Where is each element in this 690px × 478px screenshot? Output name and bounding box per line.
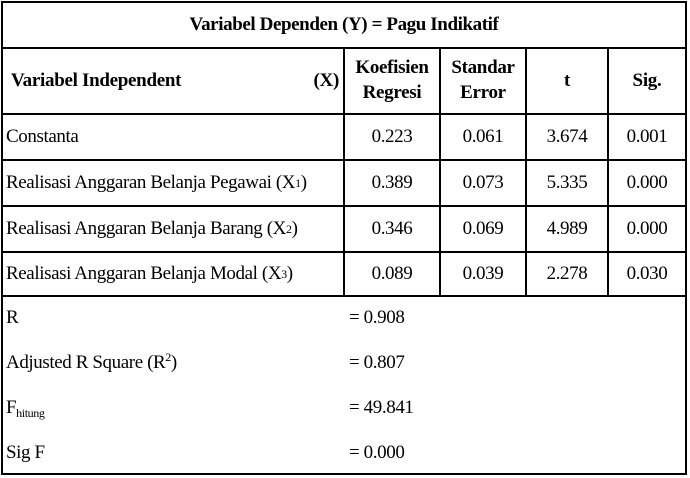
row-se: 0.039 [462,263,504,284]
column-divider [343,47,345,295]
stat-adj-close: ) [170,352,177,373]
header-t-label: t [563,69,571,91]
stat-f-value: = 49.841 [349,397,414,418]
row-label-text: Realisasi Anggaran Belanja Pegawai (X [6,172,296,193]
stat-adj-value: = 0.807 [349,352,405,373]
row-label-text: Constanta [6,126,79,147]
header-koefisien-line2: Regresi [362,82,422,103]
header-standar-line1: Standar [451,57,515,79]
header-x-label: (X) [313,69,339,91]
header-koefisien-line1: Koefisien [355,57,429,79]
column-divider [525,47,527,295]
row-label-close: ) [291,218,298,239]
row-label-close: ) [300,172,307,193]
row-label: Realisasi Anggaran Belanja Barang (X 2 ) [6,218,298,239]
stat-r-value: = 0.908 [349,307,405,328]
row-se: 0.061 [462,126,504,147]
header-koefisien [345,49,439,113]
row-sig: 0.000 [626,172,668,193]
stat-adj-label-text: Adjusted R Square (R [6,352,166,373]
row-coef: 0.223 [371,126,413,147]
header-sig [609,49,685,113]
stat-adj-superscript: 2 [165,350,171,364]
row-t: 2.278 [546,263,588,284]
stat-f-label-text: F [6,397,17,418]
row-label [3,115,346,159]
stat-f-label [6,397,44,419]
row-label: Realisasi Anggaran Belanja Pegawai (X 1 ) [6,172,307,193]
row-label: Realisasi Anggaran Belanja Modal (X 3 ) [6,263,293,284]
header-independent [3,49,343,113]
row-t: 3.674 [546,126,588,147]
row-sig: 0.030 [626,263,668,284]
row-coef: 0.389 [371,172,413,193]
row-t: 4.989 [546,218,588,239]
header-t [527,49,607,113]
row-label-text: Realisasi Anggaran Belanja Modal (X [6,263,282,284]
row-coef: 0.346 [371,218,413,239]
row-label-close: ) [286,263,293,284]
table-title: Variabel Dependen (Y) = Pagu Indikatif [189,14,499,35]
header-sig-label: Sig. [632,69,662,91]
row-label-text: Realisasi Anggaran Belanja Barang (X [6,218,287,239]
header-standar-error [441,49,525,113]
stat-r-label: R [6,307,19,328]
stat-adj-label [6,352,177,374]
row-se: 0.069 [462,218,504,239]
header-x [303,49,343,113]
regression-table [1,1,687,475]
header-standar-line2: Error [460,82,506,103]
column-divider [607,47,609,295]
row-sig: 0.001 [626,126,668,147]
divider [3,295,685,297]
stat-sigf-value: = 0.000 [349,442,405,463]
row-se: 0.073 [462,172,504,193]
stat-sigf-label: Sig F [6,442,45,463]
stat-f-subscript: hitung [16,406,45,420]
row-sig: 0.000 [626,218,668,239]
column-divider [439,47,441,295]
row-coef: 0.089 [371,263,413,284]
row-t: 5.335 [546,172,588,193]
header-independent-label: Variabel Independent [11,69,182,91]
